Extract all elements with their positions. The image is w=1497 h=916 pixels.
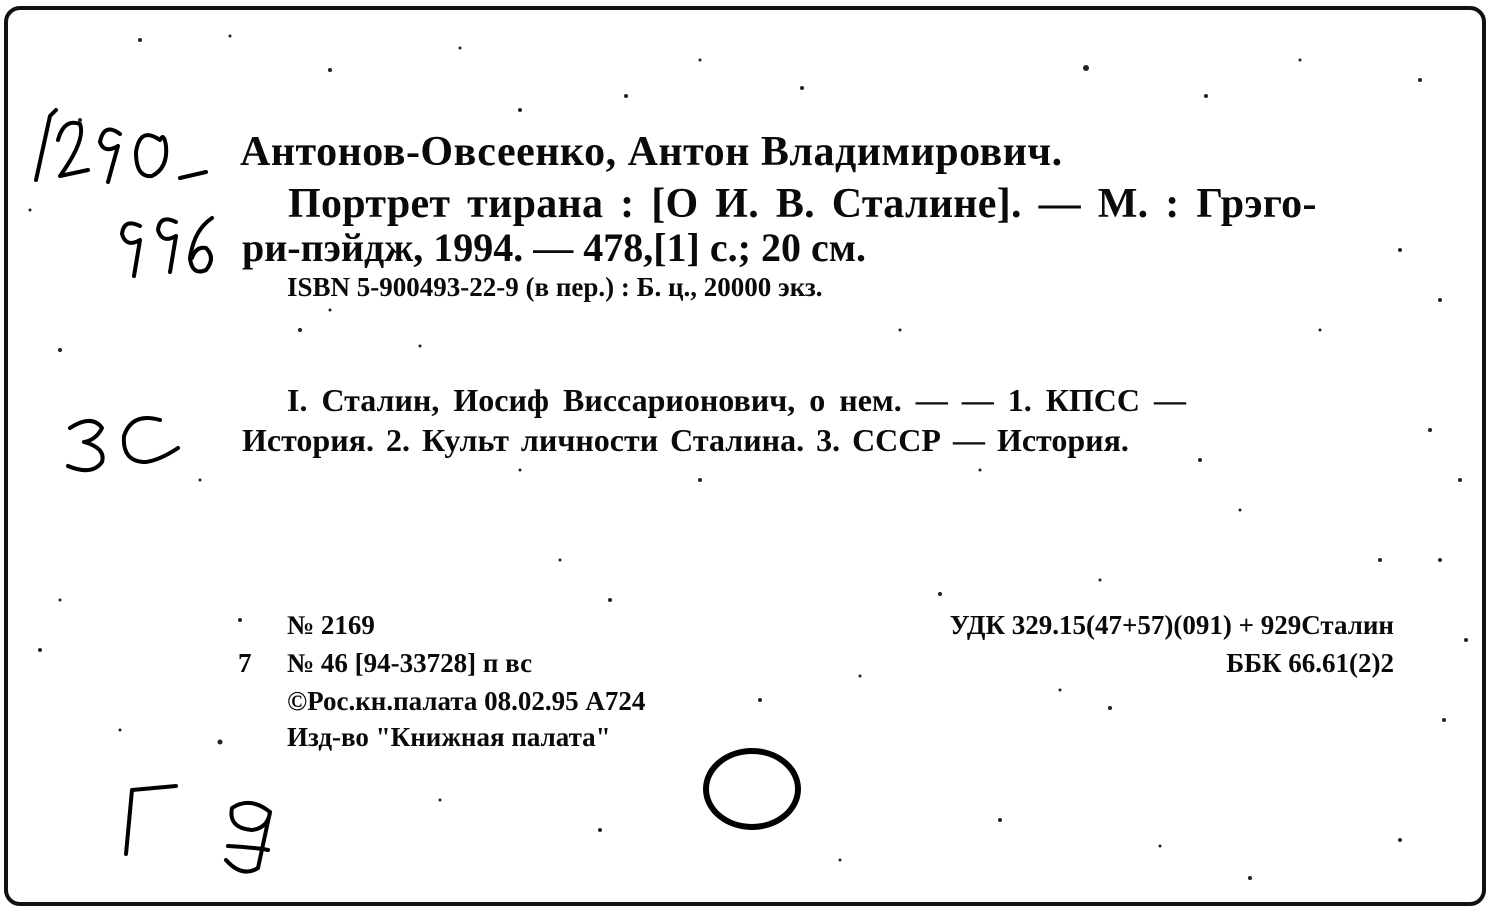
card-number-prefix: 7 xyxy=(238,648,252,678)
title-line-2: ри-пэйдж, 1994. — 478,[1] с.; 20 см. xyxy=(242,225,866,270)
publisher-line: Изд-во "Книжная палата" xyxy=(287,722,611,752)
author-heading: Антонов-Овсеенко, Антон Владимирович. xyxy=(240,129,1063,175)
handwritten-shelf-mark xyxy=(68,418,178,470)
handwritten-call-number-top xyxy=(36,110,206,182)
copyright-line: ©Рос.кн.палата 08.02.95 А724 xyxy=(287,686,646,716)
handwritten-call-number-bottom xyxy=(122,218,212,276)
subject-headings-line-2: История. 2. Культ личности Сталина. 3. СССР — История. xyxy=(242,422,1129,458)
handwritten-bottom-mark xyxy=(126,786,270,872)
registration-number: № 46 [94-33728] п вс xyxy=(287,648,533,678)
isbn-line: ISBN 5-900493-22-9 (в пер.) : Б. ц., 20000 экз. xyxy=(287,272,823,302)
bbk-classification: ББК 66.61(2)2 xyxy=(1226,648,1394,678)
card-number: № 2169 xyxy=(287,610,375,640)
title-line-1: Портрет тирана : [О И. В. Сталине]. — М. : Грэго- xyxy=(288,181,1317,227)
subject-headings-line-1: I. Сталин, Иосиф Виссарионович, о нем. — — 1. КПСС — xyxy=(287,382,1186,418)
udk-classification: УДК 329.15(47+57)(091) + 929Сталин xyxy=(949,610,1394,640)
hole-punch-circle xyxy=(706,751,798,827)
